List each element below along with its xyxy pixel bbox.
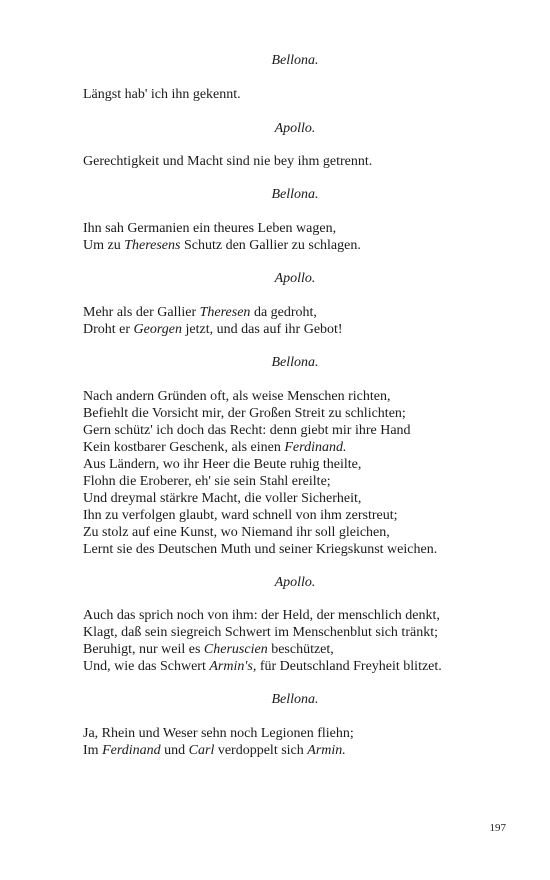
verse-text: verdoppelt sich	[214, 743, 308, 758]
verse-block	[83, 304, 523, 338]
verse-text: Klagt, daß sein siegreich Schwert im Menschenblut sich tränkt;	[83, 625, 438, 640]
verse-text: Gerechtigkeit und Macht sind nie bey ihm getrennt.	[83, 154, 373, 169]
verse-text: Lernt sie des Deutschen Muth und seiner Kriegskunst weichen.	[83, 542, 438, 557]
verse-text: Zu stolz auf eine Kunst, wo Niemand ihr soll gleichen,	[83, 525, 390, 540]
verse-line	[83, 507, 523, 524]
verse-line	[83, 624, 523, 641]
italic-name: Ferdinand.	[284, 440, 347, 455]
italic-name: Armin's,	[209, 659, 257, 674]
verse-text: da gedroht,	[250, 305, 317, 320]
verse-block	[83, 607, 523, 675]
verse-text: und	[160, 743, 189, 758]
verse-line	[83, 456, 523, 473]
verse-line	[83, 658, 523, 675]
page-number: 197	[489, 822, 506, 834]
italic-name: Cheruscien	[203, 642, 268, 657]
italic-name: Theresens	[124, 238, 181, 253]
verse-text: für Deutschland Freyheit blitzet.	[256, 659, 442, 674]
speaker-heading: Apollo.	[274, 121, 316, 136]
verse-line	[83, 388, 523, 405]
speaker-heading: Bellona.	[271, 692, 319, 707]
verse-line	[83, 304, 523, 321]
verse-line	[83, 524, 523, 541]
verse-block	[83, 388, 523, 558]
verse-line	[83, 725, 523, 742]
speaker-heading: Bellona.	[271, 355, 319, 370]
verse-line	[83, 220, 523, 237]
italic-name: Theresen	[199, 305, 251, 320]
italic-name: Ferdinand	[102, 743, 161, 758]
speaker-heading: Bellona.	[271, 53, 319, 68]
verse-text: Ihn sah Germanien ein theures Leben wagen,	[83, 221, 337, 236]
verse-text: Kein kostbarer Geschenk, als einen	[83, 440, 285, 455]
verse-text: Ja, Rhein und Weser sehn noch Legionen fliehn;	[83, 726, 354, 741]
verse-text: Aus Ländern, wo ihr Heer die Beute ruhig theilte,	[83, 457, 362, 472]
speaker-heading: Apollo.	[274, 575, 316, 590]
verse-text: Ihn zu verfolgen glaubt, ward schnell von ihm zerstreut;	[83, 508, 398, 523]
verse-line	[83, 86, 523, 103]
verse-text: Längst hab' ich ihn gekennt.	[83, 87, 241, 102]
verse-line	[83, 607, 523, 624]
verse-block	[83, 725, 523, 759]
verse-line	[83, 490, 523, 507]
verse-text: Befiehlt die Vorsicht mir, der Großen Streit zu schlichten;	[83, 406, 406, 421]
verse-line	[83, 422, 523, 439]
verse-text: Im	[83, 743, 103, 758]
verse-line	[83, 237, 523, 254]
verse-line	[83, 439, 523, 456]
verse-text: Auch das sprich noch von ihm: der Held, der menschlich denkt,	[83, 608, 440, 623]
verse-line	[83, 541, 523, 558]
verse-block	[83, 220, 523, 254]
verse-text: Beruhigt, nur weil es	[83, 642, 204, 657]
verse-text: Droht er	[83, 322, 134, 337]
speaker-heading: Bellona.	[271, 187, 319, 202]
verse-text: Nach andern Gründen oft, als weise Menschen richten,	[83, 389, 391, 404]
italic-name: Carl	[188, 743, 215, 758]
speaker-heading: Apollo.	[274, 271, 316, 286]
verse-line	[83, 473, 523, 490]
verse-line	[83, 742, 523, 759]
verse-line	[83, 153, 523, 170]
verse-block	[83, 86, 523, 103]
italic-name: Georgen	[133, 322, 183, 337]
verse-text: Um zu	[83, 238, 125, 253]
verse-line	[83, 405, 523, 422]
verse-line	[83, 321, 523, 338]
verse-text: Schutz den Gallier zu schlagen.	[180, 238, 361, 253]
verse-text: Flohn die Eroberer, eh' sie sein Stahl ereilte;	[83, 474, 331, 489]
verse-text: Und, wie das Schwert	[83, 659, 210, 674]
verse-text: beschützet,	[267, 642, 334, 657]
verse-text: jetzt, und das auf ihr Gebot!	[182, 322, 343, 337]
verse-line	[83, 641, 523, 658]
verse-text: Mehr als der Gallier	[83, 305, 200, 320]
verse-text: Gern schütz' ich doch das Recht: denn giebt mir ihre Hand	[83, 423, 411, 438]
verse-block	[83, 153, 523, 170]
italic-name: Armin.	[307, 743, 346, 758]
verse-text: Und dreymal stärkre Macht, die voller Sicherheit,	[83, 491, 362, 506]
